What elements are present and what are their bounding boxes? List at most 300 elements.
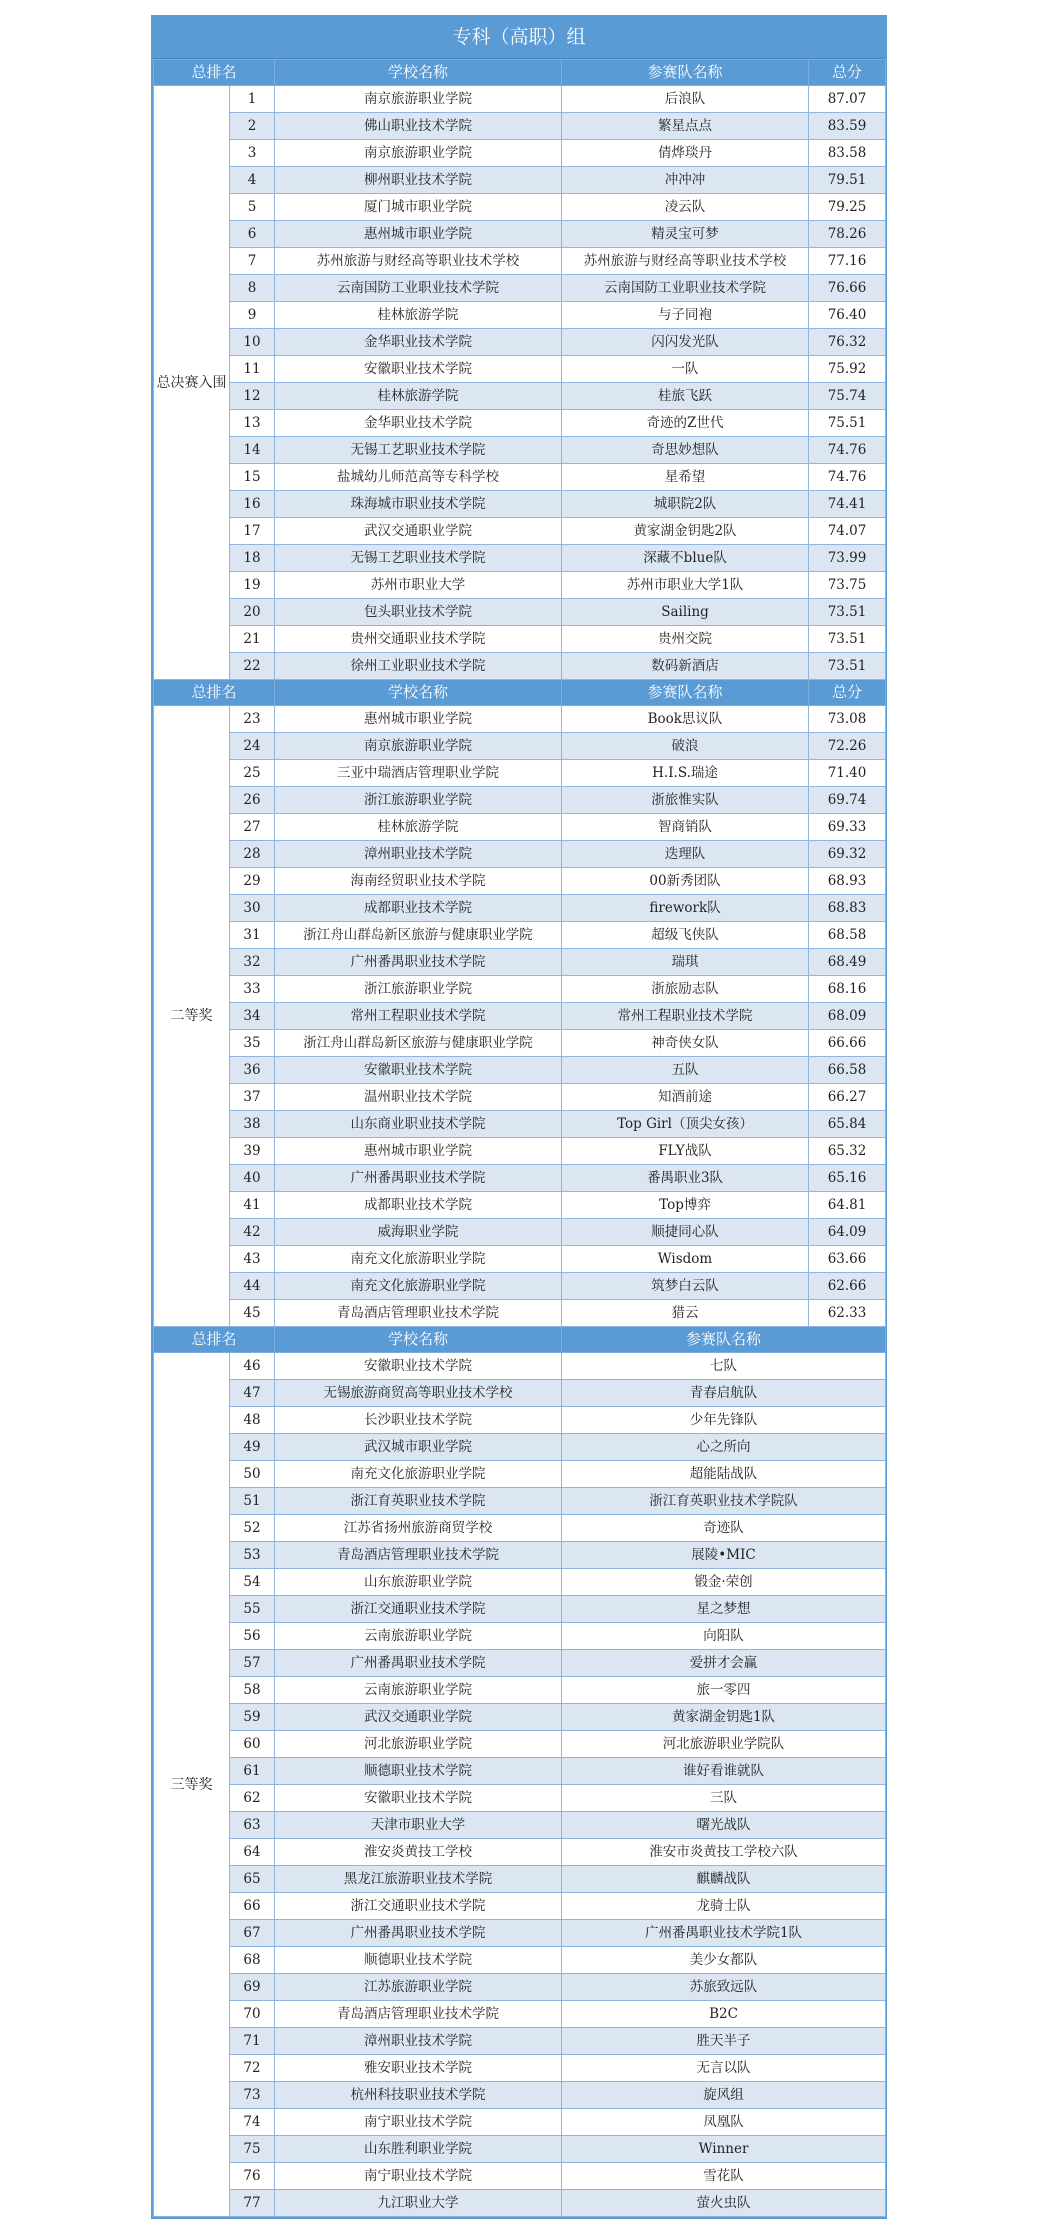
header-row <box>154 60 886 86</box>
school-cell: 三亚中瑞酒店管理职业学院 <box>275 760 562 787</box>
rank-cell: 53 <box>230 1542 275 1569</box>
team-cell: 旋风组 <box>562 2082 886 2109</box>
table-row <box>154 221 886 248</box>
table-row <box>154 1704 886 1731</box>
table-row <box>154 1273 886 1300</box>
score-cell: 68.83 <box>809 895 886 922</box>
team-cell: 超级飞侠队 <box>562 922 809 949</box>
score-cell: 73.51 <box>809 599 886 626</box>
score-cell: 64.09 <box>809 1219 886 1246</box>
team-cell: 苏州市职业大学1队 <box>562 572 809 599</box>
school-cell: 南充文化旅游职业学院 <box>275 1273 562 1300</box>
score-cell: 64.81 <box>809 1192 886 1219</box>
team-cell: 美少女都队 <box>562 1947 886 1974</box>
team-cell: 常州工程职业技术学院 <box>562 1003 809 1030</box>
table-row <box>154 706 886 733</box>
school-cell: 云南旅游职业学院 <box>275 1677 562 1704</box>
table-row <box>154 1138 886 1165</box>
table-row <box>154 1893 886 1920</box>
table-row <box>154 1731 886 1758</box>
school-cell: 浙江交通职业技术学院 <box>275 1596 562 1623</box>
table-row <box>154 329 886 356</box>
score-cell: 63.66 <box>809 1246 886 1273</box>
team-cell: 浙旅惟实队 <box>562 787 809 814</box>
score-cell: 77.16 <box>809 248 886 275</box>
rank-cell: 50 <box>230 1461 275 1488</box>
school-cell: 云南国防工业职业技术学院 <box>275 275 562 302</box>
table-row <box>154 760 886 787</box>
team-cell: 萤火虫队 <box>562 2190 886 2217</box>
table-row <box>154 356 886 383</box>
rank-cell: 48 <box>230 1407 275 1434</box>
school-cell: 桂林旅游学院 <box>275 383 562 410</box>
team-cell: 锻金·荣创 <box>562 1569 886 1596</box>
school-cell: 南宁职业技术学院 <box>275 2163 562 2190</box>
sheet-title: 专科（高职）组 <box>153 17 885 59</box>
school-cell: 安徽职业技术学院 <box>275 1785 562 1812</box>
school-cell: 惠州城市职业学院 <box>275 221 562 248</box>
school-cell: 江苏省扬州旅游商贸学校 <box>275 1515 562 1542</box>
table-row <box>154 1974 886 2001</box>
header-rank: 总排名 <box>154 60 275 86</box>
school-cell: 广州番禺职业技术学院 <box>275 1165 562 1192</box>
rank-cell: 24 <box>230 733 275 760</box>
table-row <box>154 1300 886 1327</box>
score-cell: 72.26 <box>809 733 886 760</box>
team-cell: 与子同袍 <box>562 302 809 329</box>
school-cell: 山东商业职业技术学院 <box>275 1111 562 1138</box>
school-cell: 武汉交通职业学院 <box>275 518 562 545</box>
table-row <box>154 491 886 518</box>
rank-cell: 49 <box>230 1434 275 1461</box>
table-row <box>154 1758 886 1785</box>
rank-cell: 43 <box>230 1246 275 1273</box>
team-cell: Top博弈 <box>562 1192 809 1219</box>
rank-cell: 14 <box>230 437 275 464</box>
table-row <box>154 2082 886 2109</box>
score-cell: 74.76 <box>809 464 886 491</box>
table-row <box>154 248 886 275</box>
group-label: 二等奖 <box>154 706 230 1327</box>
header-team: 参赛队名称 <box>562 680 809 706</box>
score-cell: 68.16 <box>809 976 886 1003</box>
table-row <box>154 1677 886 1704</box>
score-cell: 79.25 <box>809 194 886 221</box>
rank-cell: 47 <box>230 1380 275 1407</box>
table-row <box>154 1569 886 1596</box>
table-row <box>154 2109 886 2136</box>
team-cell: B2C <box>562 2001 886 2028</box>
team-cell: 爱拼才会赢 <box>562 1650 886 1677</box>
team-cell: Winner <box>562 2136 886 2163</box>
rank-cell: 31 <box>230 922 275 949</box>
school-cell: 桂林旅游学院 <box>275 814 562 841</box>
table-row <box>154 113 886 140</box>
school-cell: 九江职业大学 <box>275 2190 562 2217</box>
rank-cell: 76 <box>230 2163 275 2190</box>
school-cell: 浙江舟山群岛新区旅游与健康职业学院 <box>275 922 562 949</box>
score-cell: 68.49 <box>809 949 886 976</box>
school-cell: 浙江旅游职业学院 <box>275 976 562 1003</box>
team-cell: 后浪队 <box>562 86 809 113</box>
school-cell: 惠州城市职业学院 <box>275 706 562 733</box>
table-row <box>154 1003 886 1030</box>
rank-cell: 68 <box>230 1947 275 1974</box>
team-cell: 迭理队 <box>562 841 809 868</box>
score-cell: 74.76 <box>809 437 886 464</box>
rank-cell: 56 <box>230 1623 275 1650</box>
table-row <box>154 383 886 410</box>
rank-cell: 3 <box>230 140 275 167</box>
rank-cell: 2 <box>230 113 275 140</box>
table-row <box>154 1192 886 1219</box>
score-cell: 65.16 <box>809 1165 886 1192</box>
school-cell: 柳州职业技术学院 <box>275 167 562 194</box>
team-cell: firework队 <box>562 895 809 922</box>
rank-cell: 20 <box>230 599 275 626</box>
results-sheet <box>151 15 887 2219</box>
score-cell: 66.27 <box>809 1084 886 1111</box>
school-cell: 苏州旅游与财经高等职业技术学校 <box>275 248 562 275</box>
rank-cell: 62 <box>230 1785 275 1812</box>
score-cell: 78.26 <box>809 221 886 248</box>
team-cell: 繁星点点 <box>562 113 809 140</box>
team-cell: FLY战队 <box>562 1138 809 1165</box>
table-row <box>154 1812 886 1839</box>
table-row <box>154 2028 886 2055</box>
team-cell: 番禺职业3队 <box>562 1165 809 1192</box>
rank-cell: 44 <box>230 1273 275 1300</box>
school-cell: 漳州职业技术学院 <box>275 841 562 868</box>
rank-cell: 72 <box>230 2055 275 2082</box>
table-row <box>154 1947 886 1974</box>
table-row <box>154 1380 886 1407</box>
team-cell: 浙旅励志队 <box>562 976 809 1003</box>
school-cell: 徐州工业职业技术学院 <box>275 653 562 680</box>
school-cell: 广州番禺职业技术学院 <box>275 1650 562 1677</box>
school-cell: 山东胜利职业学院 <box>275 2136 562 2163</box>
rank-cell: 46 <box>230 1353 275 1380</box>
table-row <box>154 2055 886 2082</box>
score-cell: 65.32 <box>809 1138 886 1165</box>
rank-cell: 51 <box>230 1488 275 1515</box>
rank-cell: 15 <box>230 464 275 491</box>
team-cell: Sailing <box>562 599 809 626</box>
table-row <box>154 572 886 599</box>
header-school: 学校名称 <box>275 60 562 86</box>
school-cell: 惠州城市职业学院 <box>275 1138 562 1165</box>
school-cell: 珠海城市职业技术学院 <box>275 491 562 518</box>
school-cell: 黑龙江旅游职业技术学院 <box>275 1866 562 1893</box>
rank-cell: 34 <box>230 1003 275 1030</box>
school-cell: 武汉交通职业学院 <box>275 1704 562 1731</box>
school-cell: 顺德职业技术学院 <box>275 1947 562 1974</box>
header-rank: 总排名 <box>154 680 275 706</box>
school-cell: 广州番禺职业技术学院 <box>275 949 562 976</box>
header-school: 学校名称 <box>275 680 562 706</box>
header-rank: 总排名 <box>154 1327 275 1353</box>
table-row <box>154 787 886 814</box>
team-cell: 破浪 <box>562 733 809 760</box>
score-cell: 69.33 <box>809 814 886 841</box>
school-cell: 无锡旅游商贸高等职业技术学校 <box>275 1380 562 1407</box>
header-score: 总分 <box>809 680 886 706</box>
rank-cell: 69 <box>230 1974 275 2001</box>
school-cell: 厦门城市职业学院 <box>275 194 562 221</box>
school-cell: 淮安炎黄技工学校 <box>275 1839 562 1866</box>
rank-cell: 58 <box>230 1677 275 1704</box>
score-cell: 75.74 <box>809 383 886 410</box>
school-cell: 成都职业技术学院 <box>275 1192 562 1219</box>
team-cell: 神奇侠女队 <box>562 1030 809 1057</box>
score-cell: 76.40 <box>809 302 886 329</box>
team-cell: 苏州旅游与财经高等职业技术学校 <box>562 248 809 275</box>
rank-cell: 21 <box>230 626 275 653</box>
rank-cell: 64 <box>230 1839 275 1866</box>
team-cell: 七队 <box>562 1353 886 1380</box>
school-cell: 南京旅游职业学院 <box>275 733 562 760</box>
rank-cell: 13 <box>230 410 275 437</box>
team-cell: 三队 <box>562 1785 886 1812</box>
table-row <box>154 275 886 302</box>
score-cell: 69.74 <box>809 787 886 814</box>
school-cell: 河北旅游职业学院 <box>275 1731 562 1758</box>
school-cell: 南京旅游职业学院 <box>275 86 562 113</box>
rank-cell: 59 <box>230 1704 275 1731</box>
rank-cell: 16 <box>230 491 275 518</box>
school-cell: 武汉城市职业学院 <box>275 1434 562 1461</box>
rank-cell: 28 <box>230 841 275 868</box>
school-cell: 南宁职业技术学院 <box>275 2109 562 2136</box>
rank-cell: 74 <box>230 2109 275 2136</box>
school-cell: 雅安职业技术学院 <box>275 2055 562 2082</box>
score-cell: 79.51 <box>809 167 886 194</box>
table-row <box>154 1461 886 1488</box>
team-cell: 精灵宝可梦 <box>562 221 809 248</box>
school-cell: 包头职业技术学院 <box>275 599 562 626</box>
team-cell: 麒麟战队 <box>562 1866 886 1893</box>
school-cell: 安徽职业技术学院 <box>275 1057 562 1084</box>
school-cell: 成都职业技术学院 <box>275 895 562 922</box>
school-cell: 金华职业技术学院 <box>275 329 562 356</box>
team-cell: 桂旅飞跃 <box>562 383 809 410</box>
rank-cell: 11 <box>230 356 275 383</box>
rank-cell: 57 <box>230 1650 275 1677</box>
school-cell: 浙江育英职业技术学院 <box>275 1488 562 1515</box>
score-cell: 62.66 <box>809 1273 886 1300</box>
table-row <box>154 2190 886 2217</box>
team-cell: 淮安市炎黄技工学校六队 <box>562 1839 886 1866</box>
table-row <box>154 922 886 949</box>
school-cell: 常州工程职业技术学院 <box>275 1003 562 1030</box>
rank-cell: 40 <box>230 1165 275 1192</box>
table-row <box>154 545 886 572</box>
score-cell: 66.66 <box>809 1030 886 1057</box>
header-score: 总分 <box>809 60 886 86</box>
table-row <box>154 167 886 194</box>
score-cell: 68.93 <box>809 868 886 895</box>
school-cell: 温州职业技术学院 <box>275 1084 562 1111</box>
school-cell: 青岛酒店管理职业技术学院 <box>275 1300 562 1327</box>
team-cell: 知酒前途 <box>562 1084 809 1111</box>
team-cell: 闪闪发光队 <box>562 329 809 356</box>
table-row <box>154 86 886 113</box>
rank-cell: 10 <box>230 329 275 356</box>
score-cell: 74.41 <box>809 491 886 518</box>
table-row <box>154 976 886 1003</box>
table-row <box>154 1111 886 1138</box>
school-cell: 桂林旅游学院 <box>275 302 562 329</box>
school-cell: 苏州市职业大学 <box>275 572 562 599</box>
score-cell: 74.07 <box>809 518 886 545</box>
team-cell: 龙骑士队 <box>562 1893 886 1920</box>
rank-cell: 1 <box>230 86 275 113</box>
team-cell: H.I.S.瑞途 <box>562 760 809 787</box>
table-row <box>154 599 886 626</box>
rank-cell: 8 <box>230 275 275 302</box>
table-row <box>154 1650 886 1677</box>
header-team: 参赛队名称 <box>562 1327 886 1353</box>
rank-cell: 67 <box>230 1920 275 1947</box>
rank-cell: 52 <box>230 1515 275 1542</box>
team-cell: 黄家湖金钥匙2队 <box>562 518 809 545</box>
score-cell: 73.08 <box>809 706 886 733</box>
school-cell: 南充文化旅游职业学院 <box>275 1461 562 1488</box>
rank-cell: 22 <box>230 653 275 680</box>
rank-cell: 42 <box>230 1219 275 1246</box>
team-cell: 广州番禺职业技术学院1队 <box>562 1920 886 1947</box>
table-row <box>154 868 886 895</box>
rank-cell: 60 <box>230 1731 275 1758</box>
school-cell: 浙江交通职业技术学院 <box>275 1893 562 1920</box>
school-cell: 云南旅游职业学院 <box>275 1623 562 1650</box>
score-cell: 71.40 <box>809 760 886 787</box>
score-cell: 75.92 <box>809 356 886 383</box>
rank-cell: 30 <box>230 895 275 922</box>
team-cell: 奇思妙想队 <box>562 437 809 464</box>
rank-cell: 71 <box>230 2028 275 2055</box>
team-cell: 星之梦想 <box>562 1596 886 1623</box>
school-cell: 无锡工艺职业技术学院 <box>275 545 562 572</box>
score-cell: 83.59 <box>809 113 886 140</box>
rank-cell: 37 <box>230 1084 275 1111</box>
rank-cell: 36 <box>230 1057 275 1084</box>
school-cell: 顺德职业技术学院 <box>275 1758 562 1785</box>
team-cell: 胜天半子 <box>562 2028 886 2055</box>
rank-cell: 26 <box>230 787 275 814</box>
team-cell: 筑梦白云队 <box>562 1273 809 1300</box>
table-row <box>154 1434 886 1461</box>
team-cell: 展陵•MIC <box>562 1542 886 1569</box>
table-row <box>154 1866 886 1893</box>
table-row <box>154 1596 886 1623</box>
team-cell: 旅一零四 <box>562 1677 886 1704</box>
rank-cell: 39 <box>230 1138 275 1165</box>
header-row <box>154 1327 886 1353</box>
school-cell: 山东旅游职业学院 <box>275 1569 562 1596</box>
team-cell: 倩烨琰丹 <box>562 140 809 167</box>
table-row <box>154 653 886 680</box>
table-row <box>154 841 886 868</box>
school-cell: 浙江舟山群岛新区旅游与健康职业学院 <box>275 1030 562 1057</box>
rank-cell: 61 <box>230 1758 275 1785</box>
rank-cell: 63 <box>230 1812 275 1839</box>
team-cell: 00新秀团队 <box>562 868 809 895</box>
team-cell: 黄家湖金钥匙1队 <box>562 1704 886 1731</box>
team-cell: 凤凰队 <box>562 2109 886 2136</box>
team-cell: 奇迹的Z世代 <box>562 410 809 437</box>
table-row <box>154 1030 886 1057</box>
table-row <box>154 410 886 437</box>
table-row <box>154 302 886 329</box>
team-cell: 一队 <box>562 356 809 383</box>
team-cell: 顺捷同心队 <box>562 1219 809 1246</box>
rank-cell: 66 <box>230 1893 275 1920</box>
rank-cell: 25 <box>230 760 275 787</box>
rank-cell: 12 <box>230 383 275 410</box>
rank-cell: 77 <box>230 2190 275 2217</box>
team-cell: 数码新酒店 <box>562 653 809 680</box>
rank-cell: 54 <box>230 1569 275 1596</box>
rank-cell: 32 <box>230 949 275 976</box>
team-cell: 苏旅致远队 <box>562 1974 886 2001</box>
team-cell: 贵州交院 <box>562 626 809 653</box>
school-cell: 佛山职业技术学院 <box>275 113 562 140</box>
score-cell: 83.58 <box>809 140 886 167</box>
table-row <box>154 464 886 491</box>
score-cell: 75.51 <box>809 410 886 437</box>
school-cell: 南京旅游职业学院 <box>275 140 562 167</box>
school-cell: 天津市职业大学 <box>275 1812 562 1839</box>
score-cell: 73.75 <box>809 572 886 599</box>
score-cell: 87.07 <box>809 86 886 113</box>
table-row <box>154 437 886 464</box>
rank-cell: 4 <box>230 167 275 194</box>
table-row <box>154 1785 886 1812</box>
school-cell: 青岛酒店管理职业技术学院 <box>275 2001 562 2028</box>
rank-cell: 27 <box>230 814 275 841</box>
team-cell: 凌云队 <box>562 194 809 221</box>
school-cell: 盐城幼儿师范高等专科学校 <box>275 464 562 491</box>
table-row <box>154 1542 886 1569</box>
rank-cell: 55 <box>230 1596 275 1623</box>
rank-cell: 23 <box>230 706 275 733</box>
school-cell: 无锡工艺职业技术学院 <box>275 437 562 464</box>
table-row <box>154 1057 886 1084</box>
score-cell: 69.32 <box>809 841 886 868</box>
team-cell: 超能陆战队 <box>562 1461 886 1488</box>
school-cell: 南充文化旅游职业学院 <box>275 1246 562 1273</box>
team-cell: 谁好看谁就队 <box>562 1758 886 1785</box>
team-cell: 瑞琪 <box>562 949 809 976</box>
score-cell: 65.84 <box>809 1111 886 1138</box>
team-cell: 智商销队 <box>562 814 809 841</box>
team-cell: 奇迹队 <box>562 1515 886 1542</box>
score-cell: 62.33 <box>809 1300 886 1327</box>
rank-cell: 65 <box>230 1866 275 1893</box>
school-cell: 广州番禺职业技术学院 <box>275 1920 562 1947</box>
table-row <box>154 1488 886 1515</box>
team-cell: 星希望 <box>562 464 809 491</box>
school-cell: 贵州交通职业技术学院 <box>275 626 562 653</box>
school-cell: 长沙职业技术学院 <box>275 1407 562 1434</box>
header-team: 参赛队名称 <box>562 60 809 86</box>
team-cell: 雪花队 <box>562 2163 886 2190</box>
school-cell: 江苏旅游职业学院 <box>275 1974 562 2001</box>
team-cell: 少年先锋队 <box>562 1407 886 1434</box>
rank-cell: 33 <box>230 976 275 1003</box>
score-cell: 73.51 <box>809 653 886 680</box>
